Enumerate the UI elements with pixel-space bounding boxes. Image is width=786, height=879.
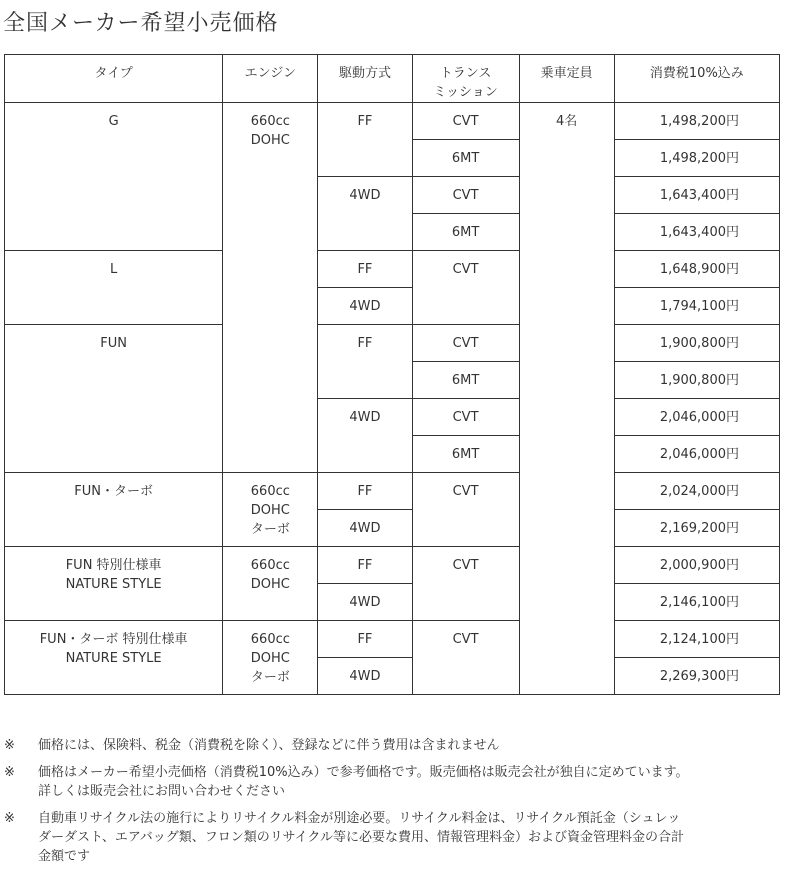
header-price: 消費税10%込み xyxy=(614,55,779,103)
drive-cell: 4WD xyxy=(318,399,412,473)
price-cell: 1,643,400円 xyxy=(614,214,779,251)
trans-cell: CVT xyxy=(412,473,519,547)
notes-section xyxy=(4,736,780,874)
price-cell: 2,169,200円 xyxy=(614,510,779,547)
drive-cell: 4WD xyxy=(318,658,412,695)
page-title: 全国メーカー希望小売価格 xyxy=(3,11,279,36)
type-cell-fun-special xyxy=(5,547,223,621)
note-item xyxy=(4,763,780,801)
header-engine: エンジン xyxy=(223,55,318,103)
trans-cell: CVT xyxy=(412,547,519,621)
price-cell: 2,269,300円 xyxy=(614,658,779,695)
price-cell: 2,046,000円 xyxy=(614,436,779,473)
trans-cell: 6MT xyxy=(412,436,519,473)
engine-cell-turbo-special xyxy=(223,621,318,695)
type-sublabel: NATURE STYLE xyxy=(65,651,162,666)
trans-cell: CVT xyxy=(412,621,519,695)
header-drive: 駆動方式 xyxy=(318,55,412,103)
note-text: ダーダスト、エアバッグ類、フロン類のリサイクル等に必要な費用、情報管理料金）および資金管理料金の合計 xyxy=(38,830,684,845)
note-mark: ※ xyxy=(4,811,15,826)
trans-cell: 6MT xyxy=(412,140,519,177)
note-text: 価格はメーカー希望小売価格（消費税10%込み）で参考価格です。販売価格は販売会社が独自に定めています。 xyxy=(38,765,689,780)
type-cell-l xyxy=(5,251,223,325)
price-cell: 1,648,900円 xyxy=(614,251,779,288)
trans-cell: CVT xyxy=(412,325,519,362)
engine-turbo: ターボ xyxy=(250,522,290,537)
price-table xyxy=(4,54,780,695)
engine-turbo: ターボ xyxy=(250,670,290,685)
note-mark: ※ xyxy=(4,738,15,753)
table-row xyxy=(5,251,780,288)
drive-cell: FF xyxy=(318,473,412,510)
type-label: FUN xyxy=(100,336,127,351)
type-label: L xyxy=(110,262,118,277)
drive-cell: FF xyxy=(318,621,412,658)
type-cell-fun-turbo-special xyxy=(5,621,223,695)
price-cell: 1,794,100円 xyxy=(614,288,779,325)
price-cell: 2,024,000円 xyxy=(614,473,779,510)
note-text: 価格には、保険料、税金（消費税を除く）、登録などに伴う費用は含まれません xyxy=(38,738,500,753)
drive-cell: 4WD xyxy=(318,510,412,547)
trans-cell: 6MT xyxy=(412,362,519,399)
trans-cell: CVT xyxy=(412,251,519,325)
table-row xyxy=(5,547,780,584)
drive-cell: 4WD xyxy=(318,584,412,621)
drive-cell: 4WD xyxy=(318,288,412,325)
header-transmission-line1: トランス xyxy=(439,66,492,81)
price-cell: 1,900,800円 xyxy=(614,325,779,362)
header-type: タイプ xyxy=(5,55,223,103)
drive-cell: FF xyxy=(318,325,412,399)
note-item xyxy=(4,809,780,866)
engine-valve: DOHC xyxy=(250,651,290,666)
trans-cell: CVT xyxy=(412,399,519,436)
note-mark: ※ xyxy=(4,765,15,780)
table-header-row xyxy=(5,55,780,103)
engine-displacement: 660cc xyxy=(250,632,290,647)
header-transmission xyxy=(412,55,519,103)
type-cell-fun xyxy=(5,325,223,473)
type-cell-g xyxy=(5,103,223,251)
note-item xyxy=(4,736,780,755)
note-text: 金額です xyxy=(38,849,91,864)
drive-cell: FF xyxy=(318,251,412,288)
engine-displacement: 660cc xyxy=(250,114,290,129)
type-label: FUN・ターボ 特別仕様車 xyxy=(39,632,188,647)
header-seats: 乗車定員 xyxy=(519,55,614,103)
type-label: FUN 特別仕様車 xyxy=(65,558,162,573)
engine-valve: DOHC xyxy=(250,503,290,518)
seats-cell: 4名 xyxy=(519,103,614,695)
engine-cell-standard xyxy=(223,103,318,473)
price-cell: 2,146,100円 xyxy=(614,584,779,621)
price-cell: 1,498,200円 xyxy=(614,140,779,177)
trans-cell: 6MT xyxy=(412,214,519,251)
note-text: 自動車リサイクル法の施行によりリサイクル料金が別途必要。リサイクル料金は、リサイクル預託金（シュレッ xyxy=(38,811,681,826)
header-transmission-line2: ミッション xyxy=(433,85,498,100)
type-cell-fun-turbo xyxy=(5,473,223,547)
price-cell: 1,900,800円 xyxy=(614,362,779,399)
trans-cell: CVT xyxy=(412,103,519,140)
trans-cell: CVT xyxy=(412,177,519,214)
engine-cell-turbo xyxy=(223,473,318,547)
drive-cell: 4WD xyxy=(318,177,412,251)
type-label: G xyxy=(108,114,119,129)
engine-cell-special xyxy=(223,547,318,621)
drive-cell: FF xyxy=(318,547,412,584)
engine-displacement: 660cc xyxy=(250,484,290,499)
price-cell: 2,124,100円 xyxy=(614,621,779,658)
price-cell: 1,643,400円 xyxy=(614,177,779,214)
table-row xyxy=(5,103,780,140)
price-cell: 2,000,900円 xyxy=(614,547,779,584)
table-row xyxy=(5,473,780,510)
type-label: FUN・ターボ xyxy=(74,484,153,499)
engine-displacement: 660cc xyxy=(250,558,290,573)
note-text: 詳しくは販売会社にお問い合わせください xyxy=(38,784,286,799)
engine-valve: DOHC xyxy=(250,577,290,592)
table-row xyxy=(5,325,780,362)
price-cell: 2,046,000円 xyxy=(614,399,779,436)
drive-cell: FF xyxy=(318,103,412,177)
price-cell: 1,498,200円 xyxy=(614,103,779,140)
type-sublabel: NATURE STYLE xyxy=(65,577,162,592)
engine-valve: DOHC xyxy=(250,133,290,148)
table-row xyxy=(5,621,780,658)
